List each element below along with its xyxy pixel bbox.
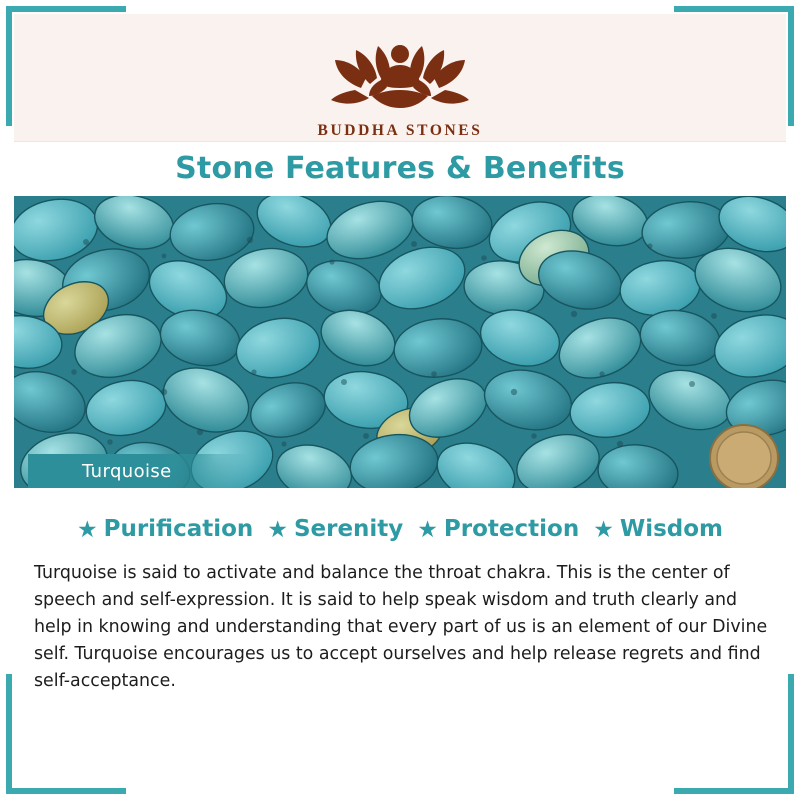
star-icon: ★ <box>267 515 288 542</box>
brand-logo <box>14 30 786 140</box>
lotus-meditation-figure-icon <box>325 30 475 118</box>
benefit-label: Serenity <box>293 516 404 542</box>
star-icon: ★ <box>593 515 614 542</box>
benefit-label: Wisdom <box>619 516 724 542</box>
header <box>14 14 786 194</box>
benefits-list <box>14 516 786 542</box>
turquoise-stones-illustration <box>14 196 786 488</box>
benefit-item <box>77 516 253 542</box>
stone-name-badge <box>28 454 248 488</box>
benefit-item <box>593 516 723 542</box>
star-icon: ★ <box>76 515 98 542</box>
page-title: Stone Features & Benefits <box>175 150 625 186</box>
benefit-item <box>417 516 579 542</box>
brand-name: BUDDHA STONES <box>317 122 483 139</box>
benefit-label: Protection <box>443 516 580 542</box>
section-title-band <box>14 141 786 194</box>
stone-description: Turquoise is said to activate and balance the throat chakra. This is the center of speech and self-expression. It is said to help speak wisdom and truth clearly and help in knowing and understanding that every part of us is an element of our Divine self. Turquoise encourages us to accept ourselves and help release regrets and find self-acceptance. <box>34 563 768 691</box>
benefit-item <box>267 516 403 542</box>
stone-name: Turquoise <box>82 460 172 482</box>
hero-image <box>14 196 786 488</box>
benefits-divider <box>14 488 786 496</box>
star-icon: ★ <box>417 515 438 542</box>
coin-for-scale <box>710 425 778 488</box>
benefit-label: Purification <box>103 516 254 542</box>
